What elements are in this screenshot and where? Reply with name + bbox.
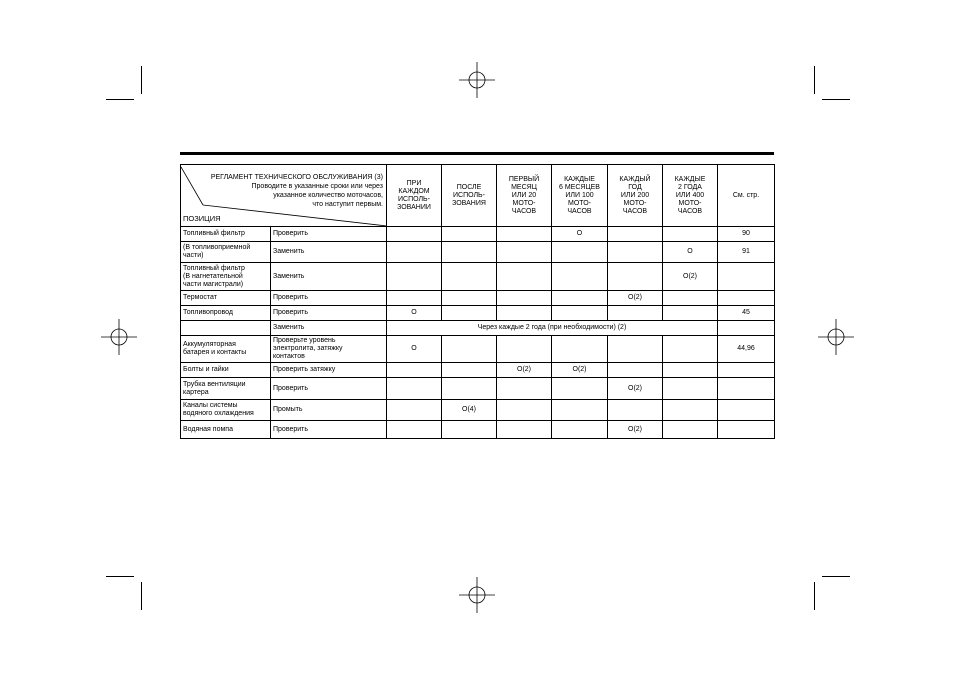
action-cell: Проверить (271, 378, 387, 400)
interval-cell (387, 378, 442, 400)
page-cell: 91 (718, 242, 775, 263)
action-cell: Заменить (271, 242, 387, 263)
header-note-line: что наступит первым. (312, 201, 383, 208)
interval-cell (497, 421, 552, 439)
item-cell: Трубка вентиляции картера (181, 378, 271, 400)
table-row (181, 363, 775, 378)
table-row (181, 421, 775, 439)
crop-mark (141, 582, 142, 610)
interval-cell (442, 263, 497, 291)
interval-cell (663, 363, 718, 378)
interval-cell (663, 306, 718, 321)
interval-cell: O(2) (497, 363, 552, 378)
column-header: ПРИ КАЖДОМ ИСПОЛЬ- ЗОВАНИИ (387, 165, 442, 227)
interval-cell (552, 242, 608, 263)
header-note (211, 173, 383, 209)
action-cell: Заменить (271, 263, 387, 291)
registration-mark-icon (459, 62, 495, 98)
table-row (181, 306, 775, 321)
item-cell: Термостат (181, 291, 271, 306)
interval-cell: O (663, 242, 718, 263)
table-row (181, 242, 775, 263)
column-header: ПЕРВЫЙ МЕСЯЦ ИЛИ 20 МОТО- ЧАСОВ (497, 165, 552, 227)
interval-cell (552, 400, 608, 421)
interval-cell (497, 378, 552, 400)
interval-cell (552, 421, 608, 439)
interval-cell (608, 336, 663, 363)
crop-mark (822, 99, 850, 100)
interval-cell (552, 291, 608, 306)
interval-cell (552, 378, 608, 400)
page-cell (718, 321, 775, 336)
crop-mark (106, 576, 134, 577)
action-cell: Проверить (271, 291, 387, 306)
crop-mark (141, 66, 142, 94)
interval-cell (387, 263, 442, 291)
interval-cell (663, 421, 718, 439)
header-row (181, 165, 775, 227)
interval-cell (663, 400, 718, 421)
interval-cell (663, 336, 718, 363)
table-row (181, 291, 775, 306)
page-cell (718, 363, 775, 378)
interval-cell (387, 242, 442, 263)
crop-mark (814, 66, 815, 94)
page-cell: 45 (718, 306, 775, 321)
interval-cell (442, 363, 497, 378)
interval-cell (387, 363, 442, 378)
column-header-page: См. стр. (718, 165, 775, 227)
action-cell: Проверить затяжку (271, 363, 387, 378)
page-cell (718, 421, 775, 439)
table-row (181, 263, 775, 291)
action-cell: Проверить (271, 306, 387, 321)
maintenance-schedule-table (180, 164, 775, 439)
interval-cell (608, 242, 663, 263)
column-header: КАЖДЫЕ 6 МЕСЯЦЕВ ИЛИ 100 МОТО- ЧАСОВ (552, 165, 608, 227)
action-cell: Проверить (271, 421, 387, 439)
interval-cell (608, 363, 663, 378)
crop-mark (814, 582, 815, 610)
table-body (181, 227, 775, 439)
header-note-line: указанное количество моточасов, (273, 192, 383, 199)
page-cell: 90 (718, 227, 775, 242)
interval-cell: O(2) (552, 363, 608, 378)
interval-cell (442, 227, 497, 242)
item-cell: Каналы системы водяного охлаждения (181, 400, 271, 421)
page-cell: 44,96 (718, 336, 775, 363)
interval-cell (387, 421, 442, 439)
interval-cell: O(2) (608, 291, 663, 306)
action-cell: Проверить (271, 227, 387, 242)
column-header: КАЖДЫЕ 2 ГОДА ИЛИ 400 МОТО- ЧАСОВ (663, 165, 718, 227)
top-rule (180, 152, 774, 155)
interval-cell (442, 242, 497, 263)
header-note-line: Проводите в указанные сроки или через (251, 183, 383, 190)
table-row (181, 336, 775, 363)
interval-span-cell: Через каждые 2 года (при необходимости) (2) (387, 321, 718, 336)
interval-cell (442, 306, 497, 321)
interval-cell (442, 378, 497, 400)
interval-cell: O(2) (608, 378, 663, 400)
interval-cell (497, 263, 552, 291)
item-cell: (В топливоприемной части) (181, 242, 271, 263)
registration-mark-icon (818, 319, 854, 355)
item-cell: Топливный фильтр (181, 227, 271, 242)
interval-cell: O(2) (663, 263, 718, 291)
interval-cell (442, 336, 497, 363)
interval-cell: O(2) (608, 421, 663, 439)
item-cell: Аккумуляторная батарея и контакты (181, 336, 271, 363)
registration-mark-icon (459, 577, 495, 613)
position-header: ПОЗИЦИЯ (183, 214, 221, 223)
crop-mark (106, 99, 134, 100)
interval-cell (552, 263, 608, 291)
interval-cell (497, 306, 552, 321)
table-row (181, 321, 775, 336)
item-cell: Топливный фильтр (В нагнетательной части магистрали) (181, 263, 271, 291)
item-cell (181, 321, 271, 336)
item-cell: Водяная помпа (181, 421, 271, 439)
table-row (181, 378, 775, 400)
interval-cell (497, 400, 552, 421)
column-header: КАЖДЫЙ ГОД ИЛИ 200 МОТО- ЧАСОВ (608, 165, 663, 227)
interval-cell (497, 227, 552, 242)
action-cell: Проверьте уровень электролита, затяжку контактов (271, 336, 387, 363)
interval-cell (663, 227, 718, 242)
interval-cell (608, 227, 663, 242)
interval-cell (497, 242, 552, 263)
interval-cell (552, 336, 608, 363)
crop-mark (822, 576, 850, 577)
interval-cell (497, 291, 552, 306)
action-cell: Промыть (271, 400, 387, 421)
interval-cell (387, 400, 442, 421)
interval-cell (552, 306, 608, 321)
interval-cell (608, 306, 663, 321)
action-cell: Заменить (271, 321, 387, 336)
interval-cell: O(4) (442, 400, 497, 421)
page-cell (718, 378, 775, 400)
header-corner-cell (181, 165, 387, 227)
interval-cell (663, 291, 718, 306)
page-cell (718, 291, 775, 306)
interval-cell (387, 291, 442, 306)
interval-cell (608, 263, 663, 291)
registration-mark-icon (101, 319, 137, 355)
page-cell (718, 400, 775, 421)
table-row (181, 227, 775, 242)
interval-cell (608, 400, 663, 421)
interval-cell (442, 421, 497, 439)
interval-cell: O (387, 336, 442, 363)
table-row (181, 400, 775, 421)
interval-cell (442, 291, 497, 306)
column-header: ПОСЛЕ ИСПОЛЬ- ЗОВАНИЯ (442, 165, 497, 227)
interval-cell: O (552, 227, 608, 242)
interval-cell (387, 227, 442, 242)
schedule-title: РЕГЛАМЕНТ ТЕХНИЧЕСКОГО ОБСЛУЖИВАНИЯ (3) (210, 174, 383, 181)
item-cell: Болты и гайки (181, 363, 271, 378)
interval-cell: O (387, 306, 442, 321)
page-cell (718, 263, 775, 291)
interval-cell (663, 378, 718, 400)
item-cell: Топливопровод (181, 306, 271, 321)
interval-cell (497, 336, 552, 363)
